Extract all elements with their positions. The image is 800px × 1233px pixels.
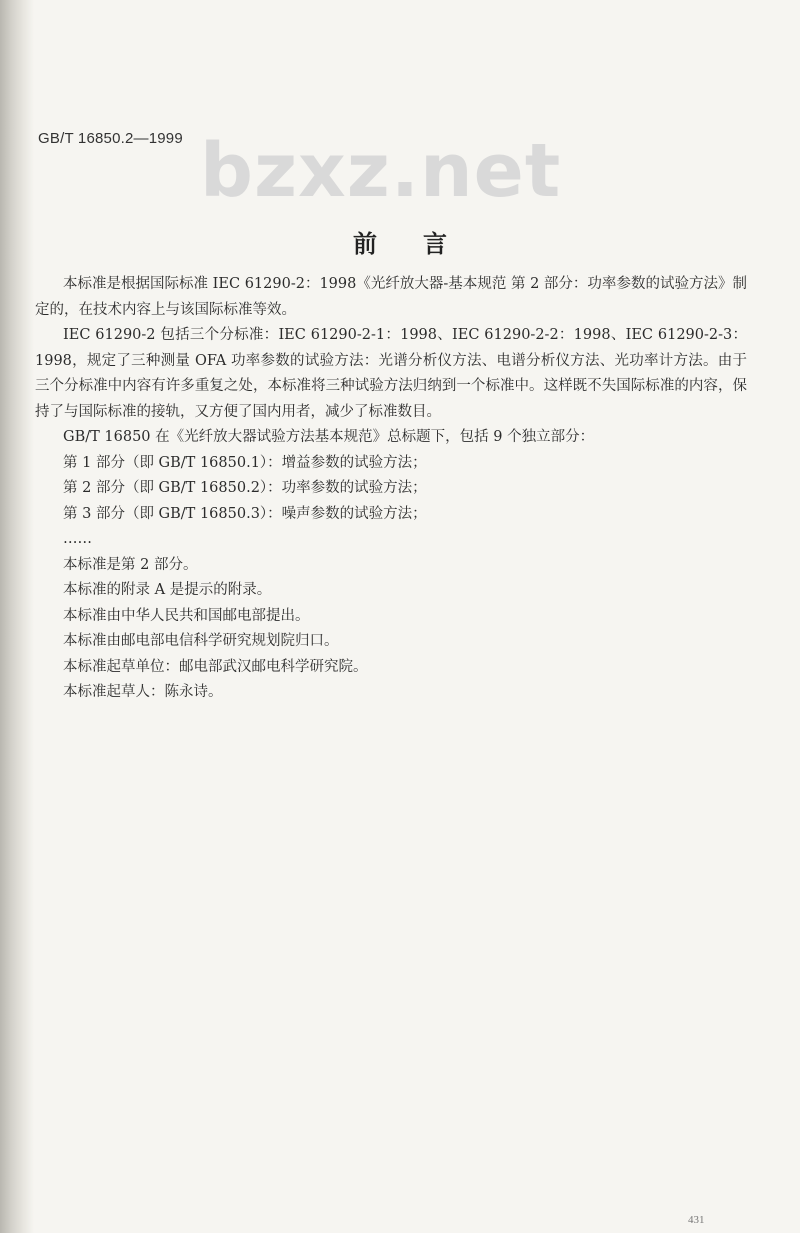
- paragraph-basis: 本标准是根据国际标准 IEC 61290-2：1998《光纤放大器-基本规范 第 2 部分：功率参数的试验方法》制定的，在技术内容上与该国际标准等效。: [35, 276, 747, 318]
- standard-code: GB/T 16850.2—1999: [38, 130, 183, 147]
- paragraph-drafter: 本标准起草人：陈永诗。: [63, 684, 223, 700]
- paragraph-substandards: IEC 61290-2 包括三个分标准：IEC 61290-2-1：1998、IEC 61290-2-2：1998、IEC 61290-2-3：1998，规定了三种测量 OFA 功率参数的试验方法：光谱分析仪方法、电谱分析仪方法、光功率计方法。由于三个分标准中内容有许多重复之处，本标准将三种试验方法归纳到一个标准中。这样既不失国际标准的内容，保持了与国际标准的接轨，又方便了国内用者，减少了标准数目。: [35, 327, 747, 420]
- paragraph-part-number: 本标准是第 2 部分。: [63, 556, 198, 573]
- foreword-body: [35, 272, 747, 706]
- paragraph-proposer: 本标准由中华人民共和国邮电部提出。: [63, 607, 310, 624]
- paragraph-drafting-unit: 本标准起草单位：邮电部武汉邮电科学研究院。: [63, 658, 368, 675]
- paragraph-administrator: 本标准由邮电部电信科学研究规划院归口。: [63, 633, 339, 649]
- page-number: 431: [688, 1214, 705, 1226]
- watermark: bzxz.net: [200, 128, 562, 214]
- list-ellipsis: ……: [63, 531, 92, 547]
- list-item-part-2: 第 2 部分（即 GB/T 16850.2）：功率参数的试验方法；: [63, 480, 427, 496]
- list-item-part-3: 第 3 部分（即 GB/T 16850.3）：噪声参数的试验方法；: [63, 505, 427, 522]
- page-title: 前言: [353, 229, 493, 258]
- list-item-part-1: 第 1 部分（即 GB/T 16850.1）：增益参数的试验方法；: [63, 454, 427, 471]
- paragraph-series: GB/T 16850 在《光纤放大器试验方法基本规范》总标题下，包括 9 个独立部分：: [63, 429, 595, 445]
- paragraph-appendix: 本标准的附录 A 是提示的附录。: [63, 582, 272, 598]
- binding-shadow: [0, 0, 34, 1233]
